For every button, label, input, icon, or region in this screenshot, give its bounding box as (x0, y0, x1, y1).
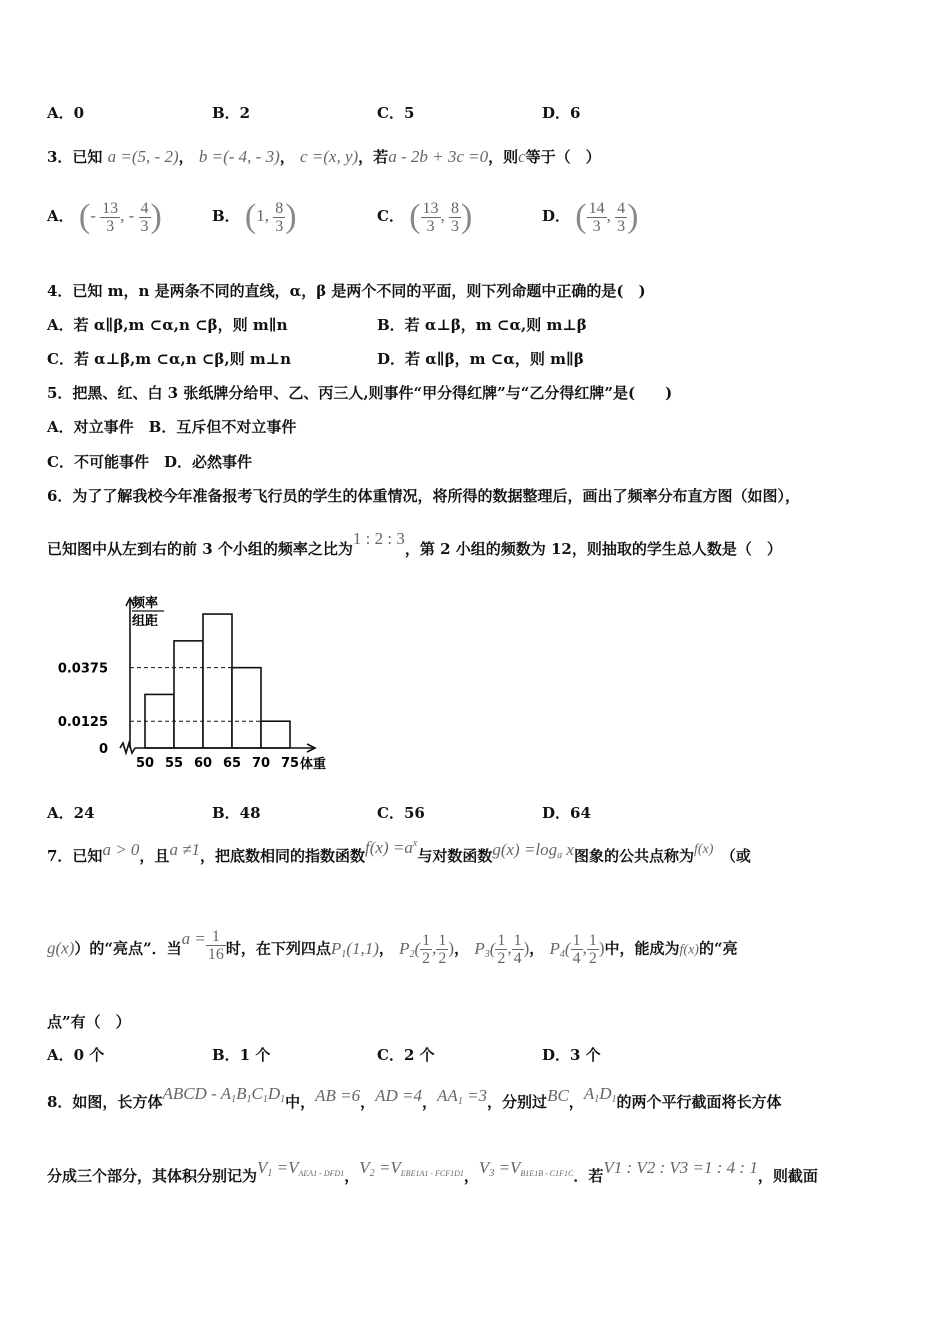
q6-stem-line1: 6．为了了解我校今年准备报考飞行员的学生的体重情况，将所得的数据整理后，画出了频率分布直方图（如图）， (47, 487, 800, 505)
point-p1: $P_1(1,1)$ (330, 938, 379, 960)
histogram-bar (261, 721, 290, 748)
x-tick-label: 55 (164, 756, 184, 771)
x-axis-label: 体重 (300, 757, 327, 772)
histogram-bar (203, 614, 232, 748)
vector-b: b =(- 4, - 3) (198, 147, 280, 166)
q6-option-d: D．64 (542, 804, 591, 822)
origin-label: 0 (98, 742, 108, 757)
q8-line1: 8．如图，长方体ABCD - $A_1B_1C_1D_1$中，AB =6，AD =4，$AA_1 =3$，分别过BC，$A_1D_1$的两个平行截面将长方体 (47, 1084, 782, 1111)
q3-option-d: D． ( $\frac{14}{3}$ , $\frac{4}{3}$ ) (542, 198, 639, 235)
q7-line1: 7．已知a > 0，且a ≠1，把底数相同的指数函数$f(x) =a^x$与对数函数$g(x) =\log_a$ x图象的公共点称为f(x) （或 (47, 838, 751, 865)
q7-line3: 点”有（ ） (47, 1013, 131, 1031)
point-p2: $P_2$( (399, 938, 421, 960)
q3-option-c: C． ( $\frac{13}{3}$ , $\frac{8}{3}$ ) (377, 198, 473, 235)
x-tick-label: 60 (193, 756, 213, 771)
q6-option-b: B．48 (212, 804, 261, 822)
q8-line2: 分成三个部分，其体积分别记为$V_1 =V_{AEA1 - DFD1}$，$V_2 =V_{EBE1A1 - FCF1D1}$，$V_3 =V_{B1E1B - C1F1C}$．若V1 : V2 : V3 =1 : 4 : 1，则截面 (47, 1158, 818, 1185)
q7-option-b: B．1 个 (212, 1046, 271, 1064)
q5-stem: 5．把黑、红、白 3 张纸牌分给甲、乙、丙三人,则事件“甲分得红牌”与“乙分得红牌”是( ) (47, 384, 673, 402)
vector-c: c =(x, y) (299, 147, 359, 166)
q5-options-ab: A．对立事件 B．互斥但不对立事件 (47, 418, 297, 436)
histogram-chart (40, 588, 340, 778)
q4-option-a: A．若 α∥β,m ⊂α,n ⊂β，则 m∥n (47, 316, 288, 334)
q3-option-b: B． (1, $\frac{8}{3}$ ) (212, 198, 297, 235)
q2-option-b: B．2 (212, 104, 251, 122)
vector-a: a =(5, - 2) (107, 147, 179, 166)
q4-option-b: B．若 α⊥β，m ⊂α,则 m⊥β (377, 316, 587, 334)
exp-function: $f(x) =a^x$ (365, 838, 418, 857)
x-tick-label: 75 (280, 756, 300, 771)
y-tick-label: 0.0125 (57, 715, 108, 731)
q2-option-c: C．5 (377, 104, 415, 122)
q3-stem: 3．已知 a =(5, - 2)， b =(- 4, - 3)， c =(x, y)，若a - 2b + 3c =0，则c等于（ ） (47, 147, 601, 166)
cuboid-name: ABCD - $A_1B_1C_1D_1$ (162, 1084, 286, 1105)
q6-option-c: C．56 (377, 804, 425, 822)
q2-option-d: D．6 (542, 104, 581, 122)
q2-option-a: A．0 (47, 104, 85, 122)
x-tick-label: 65 (222, 756, 242, 771)
q5-options-cd: C．不可能事件 D．必然事件 (47, 453, 252, 471)
x-tick-label: 70 (251, 756, 271, 771)
histogram-bar (232, 668, 261, 748)
log-function: $g(x) =\log_a$ x (492, 840, 574, 861)
q3-option-a: A． (- $\frac{13}{3}$ , - $\frac{4}{3}$ ) (47, 198, 162, 235)
q4-stem: 4．已知 m，n 是两条不同的直线，α，β 是两个不同的平面，则下列命题中正确的是( ) (47, 282, 646, 300)
point-p4: $P_4$( (549, 938, 571, 960)
q7-option-a: A．0 个 (47, 1046, 105, 1064)
ratio: 1 : 2 : 3 (352, 529, 405, 548)
condition: a - 2b + 3c =0 (388, 147, 489, 166)
q7-line2: g(x)）的“亮点”．当a = $\frac{1}{16}$ 时，在下列四点$P_1(1,1)$， $P_2$( $\frac{1}{2}$ , $\frac{1}{2}$ )， $P_3$( $\frac{1}{2}$ , $\frac{1}{4}$ )， $P_4$( $\frac{1}{4}$ , $\frac{1}{2}$ )中，能成为f(x)的“亮 (47, 928, 738, 967)
x-tick-label: 50 (135, 756, 155, 771)
q6-option-a: A．24 (47, 804, 95, 822)
histogram-bar (174, 641, 203, 748)
point-p3: $P_3$( (474, 938, 496, 960)
q7-option-d: D．3 个 (542, 1046, 601, 1064)
y-axis-label-top: 频率 (132, 596, 159, 611)
y-axis-label-bottom: 组距 (132, 614, 159, 629)
q4-option-c: C．若 α⊥β,m ⊂α,n ⊂β,则 m⊥n (47, 350, 291, 368)
q7-option-c: C．2 个 (377, 1046, 435, 1064)
y-tick-label: 0.0375 (57, 661, 108, 677)
q6-stem-line2: 已知图中从左到右的前 3 个小组的频率之比为1 : 2 : 3，第 2 小组的频数为 12，则抽取的学生总人数是（ ） (47, 529, 782, 558)
q4-option-d: D．若 α∥β，m ⊂α，则 m∥β (377, 350, 584, 368)
